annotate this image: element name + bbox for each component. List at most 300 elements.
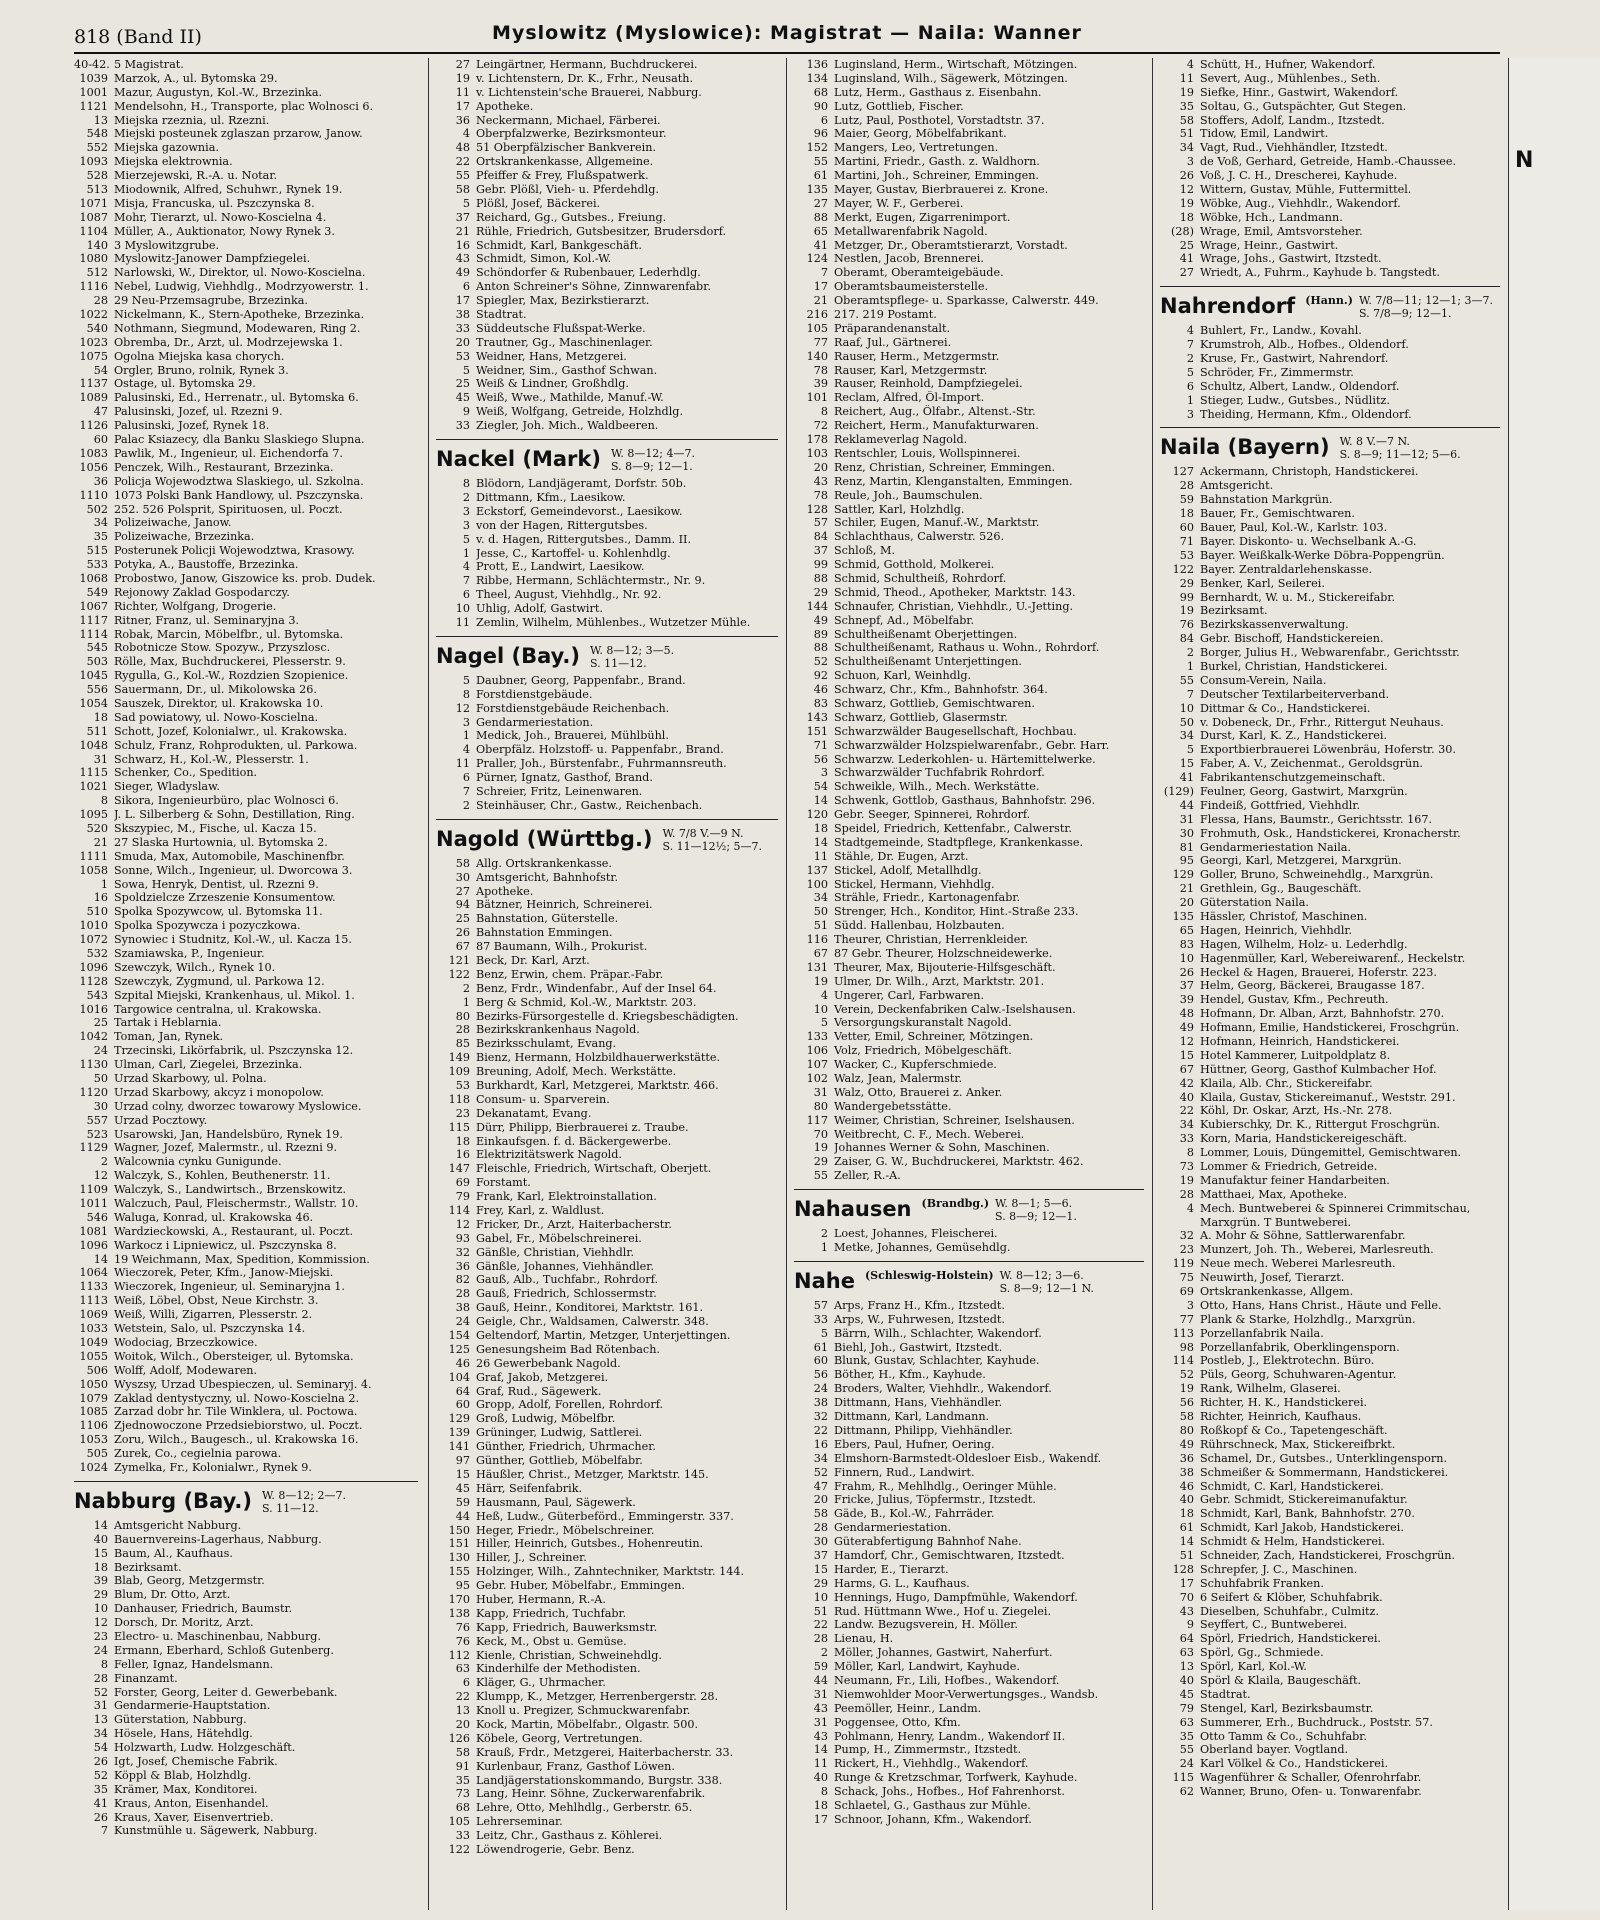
city-heading (74, 1488, 418, 1515)
directory-entry (436, 1537, 778, 1551)
subscriber-name: Amtsgericht, Bahnhofstr. (476, 870, 619, 884)
directory-entry (436, 588, 778, 602)
directory-entry (1160, 72, 1500, 86)
phone-number: 49 (813, 613, 828, 627)
phone-number: 24 (1179, 1757, 1194, 1771)
directory-entry (1160, 771, 1500, 785)
phone-number: 65 (1179, 923, 1194, 937)
subscriber-name: Schultheißenamt, Rathaus u. Wohn., Rohrdorf. (834, 641, 1100, 655)
directory-entry (1160, 785, 1500, 799)
subscriber-name: 19 Weichmann, Max, Spedition, Kommission. (114, 1252, 370, 1266)
subscriber-name: Narlowski, W., Direktor, ul. Nowo-Koscielna. (114, 266, 366, 280)
city-region: (Schleswig-Holstein) (864, 1268, 994, 1282)
subscriber-name: Sad powiatowy, ul. Nowo-Koscielna. (114, 710, 319, 724)
subscriber-name: Schultz, Albert, Landw., Oldendorf. (1200, 379, 1400, 393)
phone-number: 20 (813, 1493, 828, 1507)
directory-entry (436, 1426, 778, 1440)
directory-entry (436, 996, 778, 1010)
subscriber-name: Sikora, Ingenieurbüro, plac Wolnosci 6. (114, 794, 339, 808)
city-name: Nagold (Württbg.) (436, 826, 653, 851)
phone-number: 3 (820, 766, 828, 780)
directory-entry (436, 616, 778, 630)
directory-entry (436, 1329, 778, 1343)
subscriber-name: Hässler, Christof, Maschinen. (1200, 909, 1368, 923)
subscriber-name: Ostage, ul. Bytomska 29. (114, 377, 256, 391)
subscriber-name: Martini, Friedr., Gasth. z. Waldhorn. (834, 155, 1040, 169)
phone-number: 138 (448, 1606, 470, 1620)
directory-entry (74, 989, 418, 1003)
phone-number: 32 (813, 1410, 828, 1424)
directory-entry (1160, 813, 1500, 827)
phone-number: 29 (813, 1576, 828, 1590)
directory-entry (794, 1813, 1144, 1827)
directory-entry (436, 1315, 778, 1329)
phone-number: 45 (455, 391, 470, 405)
phone-number: 44 (813, 1673, 828, 1687)
phone-number: 3 (1186, 407, 1194, 421)
phone-number: 143 (806, 710, 828, 724)
directory-entry (1160, 58, 1500, 72)
subscriber-name: Schwarzwälder Holzspielwarenfabr., Gebr. Harr. (834, 738, 1110, 752)
subscriber-name: Stadtrat. (476, 308, 527, 322)
phone-number: 42 (1179, 1076, 1194, 1090)
phone-number: 95 (455, 1579, 470, 1593)
directory-entry (794, 753, 1144, 767)
phone-number: 4 (462, 743, 470, 757)
phone-number: 1 (462, 546, 470, 560)
subscriber-name: Oberpfalzwerke, Bezirksmonteur. (476, 127, 667, 141)
directory-entry (1160, 854, 1500, 868)
phone-number: 149 (448, 1051, 470, 1065)
subscriber-name: Verein, Deckenfabriken Calw.-Iselshausen. (834, 1002, 1076, 1016)
phone-number: 1109 (79, 1183, 108, 1197)
phone-number: 60 (93, 433, 108, 447)
phone-number: 17 (455, 294, 470, 308)
phone-number: 552 (86, 141, 108, 155)
phone-number: 46 (1179, 1479, 1194, 1493)
city-name: Naila (Bayern) (1160, 435, 1330, 460)
directory-entry (794, 1743, 1144, 1757)
directory-entry (794, 1660, 1144, 1674)
phone-number: 48 (455, 141, 470, 155)
phone-number: 122 (448, 1842, 470, 1856)
phone-number: 23 (455, 1106, 470, 1120)
phone-number: 32 (455, 1245, 470, 1259)
phone-number: 53 (1179, 548, 1194, 562)
phone-number: 31 (1179, 812, 1194, 826)
directory-entry (436, 1051, 778, 1065)
subscriber-name: Woitok, Wilch., Obersteiger, ul. Bytomska. (114, 1349, 354, 1363)
phone-number: 58 (455, 1745, 470, 1759)
directory-entry (436, 197, 778, 211)
directory-entry (74, 1308, 418, 1322)
phone-number: 43 (455, 252, 470, 266)
phone-number: 136 (806, 58, 828, 71)
directory-entry (1160, 1618, 1500, 1632)
directory-entry (794, 586, 1144, 600)
subscriber-name: Kurlenbaur, Franz, Gasthof Löwen. (476, 1759, 675, 1773)
subscriber-name: Schnepf, Ad., Möbelfabr. (834, 613, 975, 627)
subscriber-name: Bauer, Paul, Kol.-W., Karlstr. 103. (1200, 521, 1388, 535)
directory-entry (794, 766, 1144, 780)
subscriber-name: Finanzamt. (114, 1671, 178, 1685)
subscriber-name: Löwendrogerie, Gebr. Benz. (476, 1842, 635, 1856)
subscriber-name: Schwarzwälder Tuchfabrik Rohrdorf. (834, 766, 1045, 780)
column-divider (428, 58, 429, 1910)
phone-number: 4 (1186, 1201, 1194, 1215)
subscriber-name: Hendel, Gustav, Kfm., Pechreuth. (1200, 993, 1389, 1007)
subscriber-name: Stähle, Dr. Eugen, Arzt. (834, 849, 969, 863)
subscriber-name: Forstdienstgebäude. (476, 687, 593, 701)
phone-number: 33 (455, 1829, 470, 1843)
phone-number: 96 (813, 127, 828, 141)
directory-entry (1160, 1466, 1500, 1480)
directory-entry (794, 683, 1144, 697)
directory-entry (74, 822, 418, 836)
subscriber-name: Feller, Ignaz, Handelsmann. (114, 1657, 274, 1671)
phone-number: 40 (1179, 1673, 1194, 1687)
directory-entry (436, 86, 778, 100)
phone-number: 6 (462, 1676, 470, 1690)
subscriber-name: Kapp, Friedrich, Bauwerksmstr. (476, 1620, 658, 1634)
subscriber-name: Apotheke. (476, 884, 534, 898)
phone-number: 41 (1179, 771, 1194, 785)
directory-entry (1160, 1743, 1500, 1757)
directory-entry (794, 628, 1144, 642)
phone-number: 21 (813, 294, 828, 308)
directory-entry (436, 1093, 778, 1107)
phone-number: 61 (813, 1340, 828, 1354)
directory-entry (1160, 563, 1500, 577)
subscriber-name: Loest, Johannes, Fleischerei. (834, 1227, 998, 1241)
subscriber-name: Bezirkskassenverwaltung. (1200, 618, 1349, 632)
directory-entry (794, 711, 1144, 725)
directory-entry (74, 1072, 418, 1086)
phone-number: 17 (455, 99, 470, 113)
directory-entry (74, 433, 418, 447)
phone-number: 4 (462, 127, 470, 141)
directory-entry (74, 1461, 418, 1475)
subscriber-name: Beck, Dr. Karl, Arzt. (476, 953, 590, 967)
subscriber-name: Kläger, G., Uhrmacher. (476, 1676, 606, 1690)
phone-number: 2 (462, 981, 470, 995)
phone-number: 12 (1179, 1035, 1194, 1048)
phone-number: 13 (93, 113, 108, 127)
directory-entry (1160, 910, 1500, 924)
phone-number: 68 (813, 85, 828, 99)
directory-entry (794, 350, 1144, 364)
phone-number: 70 (813, 1127, 828, 1141)
subscriber-name: Geltendorf, Martin, Metzger, Unterjettingen. (476, 1329, 731, 1343)
directory-entry (1160, 1424, 1500, 1438)
subscriber-name: Gebr. Seeger, Spinnerei, Rohrdorf. (834, 808, 1031, 822)
directory-entry (436, 1023, 778, 1037)
directory-entry (1160, 1104, 1500, 1118)
directory-entry (1160, 1702, 1500, 1716)
directory-entry (74, 516, 418, 530)
phone-number: 60 (455, 1398, 470, 1412)
directory-entry (794, 1169, 1144, 1183)
directory-entry (436, 1607, 778, 1621)
directory-entry (1160, 577, 1500, 591)
phone-number: 91 (455, 1759, 470, 1773)
subscriber-name: Schlaetel, G., Gasthaus zur Mühle. (834, 1798, 1031, 1812)
directory-entry (1160, 211, 1500, 225)
directory-entry (794, 1114, 1144, 1128)
subscriber-name: Hotel Kammerer, Luitpoldplatz 8. (1200, 1048, 1391, 1062)
directory-entry (1160, 1021, 1500, 1035)
directory-entry (1160, 924, 1500, 938)
phone-number: 34 (813, 1451, 828, 1465)
subscriber-name: Zjednowoczone Przedsiebiorstwo, ul. Poczt. (114, 1419, 363, 1433)
directory-entry (1160, 1063, 1500, 1077)
directory-entry (1160, 521, 1500, 535)
directory-entry (794, 1227, 1144, 1241)
directory-entry (74, 711, 418, 725)
phone-number: 37 (1179, 979, 1194, 993)
subscriber-name: Hofmann, Dr. Alban, Arzt, Bahnhofstr. 270. (1200, 1007, 1445, 1021)
phone-number: 11 (455, 615, 470, 629)
directory-entry (794, 1044, 1144, 1058)
phone-number: 8 (462, 477, 470, 491)
directory-entry (74, 114, 418, 128)
directory-entry (794, 1354, 1144, 1368)
directory-entry (436, 574, 778, 588)
subscriber-name: Püls, Georg, Schuhwaren-Agentur. (1200, 1368, 1397, 1382)
phone-number: 3 (462, 518, 470, 532)
phone-number: 38 (813, 1396, 828, 1410)
subscriber-name: Bahnstation Emmingen. (476, 926, 613, 940)
phone-number: 129 (1172, 868, 1194, 882)
directory-entry (794, 1382, 1144, 1396)
directory-entry (436, 785, 778, 799)
column-divider (786, 58, 787, 1910)
phone-number: 64 (1179, 1632, 1194, 1646)
subscriber-name: Miejska rzeznia, ul. Rzezni. (114, 113, 270, 127)
phone-number: 35 (455, 1773, 470, 1787)
directory-entry (74, 905, 418, 919)
directory-entry (74, 503, 418, 517)
phone-number: 17 (1179, 1576, 1194, 1590)
directory-entry (794, 1535, 1144, 1549)
subscriber-name: Schlachthaus, Calwerstr. 526. (834, 530, 1005, 544)
phone-number: 31 (93, 1699, 108, 1713)
directory-entry (74, 1378, 418, 1392)
phone-number: 114 (448, 1204, 470, 1218)
subscriber-name: Hagen, Wilhelm, Holz- u. Lederhdlg. (1200, 937, 1408, 951)
subscriber-name: Schloß, M. (834, 544, 896, 558)
subscriber-name: Schott, Jozef, Kolonialwr., ul. Krakowska. (114, 724, 348, 738)
phone-number: 1116 (79, 280, 108, 294)
phone-number: 52 (93, 1685, 108, 1699)
subscriber-name: Ortskrankenkasse, Allgemeine. (476, 155, 654, 169)
directory-entry (74, 1364, 418, 1378)
directory-entry (74, 1044, 418, 1058)
subscriber-name: Tidow, Emil, Landwirt. (1200, 127, 1329, 141)
subscriber-name: Johannes Werner & Sohn, Maschinen. (834, 1141, 1050, 1155)
directory-entry (1160, 1632, 1500, 1646)
subscriber-name: Karl Völkel & Co., Handstickerei. (1200, 1757, 1389, 1771)
directory-entry (74, 1419, 418, 1433)
subscriber-name: Bauernvereins-Lagerhaus, Nabburg. (114, 1532, 322, 1546)
subscriber-name: Strähle, Friedr., Kartonagenfabr. (834, 891, 1021, 905)
phone-number: 532 (86, 947, 108, 960)
directory-entry (436, 1510, 778, 1524)
phone-number: 83 (813, 696, 828, 710)
subscriber-name: 217. 219 Postamt. (834, 308, 937, 322)
phone-number: 15 (455, 1467, 470, 1481)
directory-entry (1160, 1243, 1500, 1257)
phone-number: 60 (1179, 521, 1194, 535)
city-name: Nahrendorf (1160, 294, 1296, 319)
phone-number: 5 (462, 532, 470, 546)
directory-entry (794, 1507, 1144, 1521)
directory-entry (436, 1065, 778, 1079)
phone-number: 2 (100, 1155, 108, 1169)
subscriber-name: Niemwohlder Moor-Verwertungsges., Wandsb. (834, 1687, 1099, 1701)
directory-entry (436, 1121, 778, 1135)
directory-entry (794, 100, 1144, 114)
subscriber-name: Broders, Walter, Viehhdlr., Wakendorf. (834, 1382, 1052, 1396)
subscriber-name: Georgi, Karl, Metzgerei, Marxgrün. (1200, 854, 1402, 868)
phone-number: 170 (448, 1592, 470, 1606)
directory-entry (1160, 86, 1500, 100)
directory-entry (794, 975, 1144, 989)
phone-number: 18 (813, 1798, 828, 1812)
phone-number: 137 (806, 863, 828, 877)
directory-entry (1160, 1535, 1500, 1549)
city-heading (436, 643, 778, 670)
subscriber-name: Schneider, Zach, Handstickerei, Froschgrün. (1200, 1548, 1456, 1562)
subscriber-name: 26 Gewerbebank Nagold. (476, 1356, 621, 1370)
office-hours: W. 7/8 V.—9 N. S. 11—12½; 5—7. (662, 826, 763, 853)
subscriber-name: Schultheißenamt Unterjettingen. (834, 655, 1022, 669)
phone-number: 520 (86, 821, 108, 835)
directory-entry (794, 239, 1144, 253)
phone-number: 1021 (79, 780, 108, 794)
directory-entry (436, 100, 778, 114)
subscriber-name: Lutz, Gottlieb, Fischer. (834, 99, 964, 113)
directory-entry (794, 1563, 1144, 1577)
phone-number: 40 (1179, 1493, 1194, 1507)
phone-number: 1 (462, 729, 470, 743)
subscriber-name: Smuda, Max, Automobile, Maschinenfbr. (114, 849, 345, 863)
subscriber-name: Ackermann, Christoph, Handstickerei. (1200, 465, 1419, 479)
directory-entry (794, 1577, 1144, 1591)
directory-entry (1160, 688, 1500, 702)
phone-number: 61 (813, 169, 828, 183)
subscriber-name: Apotheke. (476, 99, 534, 113)
subscriber-name: Strenger, Hch., Konditor, Hint.-Straße 233. (834, 905, 1079, 919)
directory-entry (436, 702, 778, 716)
subscriber-name: Rejonowy Zaklad Gospodarczy. (114, 585, 290, 599)
directory-entry (74, 919, 418, 933)
subscriber-name: Nebel, Ludwig, Viehhdlg., Modrzyowerstr. 1. (114, 280, 369, 294)
subscriber-name: Graf, Rud., Sägewerk. (476, 1384, 602, 1398)
subscriber-name: Huber, Hermann, R.-A. (476, 1592, 606, 1606)
phone-number: 4 (462, 560, 470, 574)
phone-number: 67 (1179, 1062, 1194, 1076)
subscriber-name: Holzwarth, Ludw. Holzgeschäft. (114, 1741, 296, 1755)
phone-number: 35 (93, 530, 108, 544)
phone-number: 6 (820, 113, 828, 127)
phone-number: 1083 (79, 446, 108, 460)
subscriber-name: Mohr, Tierarzt, ul. Nowo-Koscielna 4. (114, 210, 327, 224)
phone-number: 40 (93, 1532, 108, 1546)
subscriber-name: Schwarz, Gottlieb, Glasermstr. (834, 710, 1008, 724)
phone-number: 1129 (79, 1141, 108, 1155)
phone-number: 27 (1179, 266, 1194, 280)
subscriber-name: Bezirks-Fürsorgestelle d. Kriegsbeschädigten. (476, 1009, 739, 1023)
subscriber-name: Schwarzw. Lederkohlen- u. Härtemittelwerke. (834, 752, 1096, 766)
phone-number: 28 (93, 294, 108, 308)
directory-entry (1160, 1730, 1500, 1744)
directory-entry (436, 350, 778, 364)
phone-number: 1120 (79, 1085, 108, 1099)
directory-entry (74, 1405, 418, 1419)
phone-number: 99 (813, 558, 828, 572)
directory-entry (794, 1016, 1144, 1030)
subscriber-name: Lehre, Otto, Mehlhdlg., Gerberstr. 65. (476, 1801, 693, 1815)
subscriber-name: Dürr, Philipp, Bierbrauerei z. Traube. (476, 1120, 689, 1134)
phone-number: 8 (820, 405, 828, 419)
phone-number: 47 (93, 405, 108, 419)
subscriber-name: Klumpp, K., Metzger, Herrenbergerstr. 28. (476, 1690, 719, 1704)
phone-number: 41 (813, 238, 828, 252)
phone-number: 48 (1179, 1007, 1194, 1021)
next-page-edge (1508, 58, 1600, 1910)
subscriber-name: Pohlmann, Henry, Landm., Wakendorf II. (834, 1729, 1066, 1743)
subscriber-name: Blödorn, Landjägeramt, Dorfstr. 50b. (476, 477, 687, 491)
directory-entry (1160, 1396, 1500, 1410)
subscriber-name: Schreier, Fritz, Leinenwaren. (476, 784, 643, 798)
subscriber-name: v. d. Hagen, Rittergutsbes., Damm. II. (476, 532, 692, 546)
phone-number: 16 (813, 1437, 828, 1451)
directory-entry (794, 1086, 1144, 1100)
subscriber-name: Müller, A., Auktionator, Nowy Rynek 3. (114, 224, 335, 238)
directory-entry (436, 1801, 778, 1815)
phone-number: 63 (455, 1662, 470, 1676)
subscriber-name: Szamiawska, P., Ingenieur. (114, 947, 265, 960)
phone-number: 10 (813, 1002, 828, 1016)
subscriber-name: Toman, Jan, Rynek. (114, 1030, 224, 1044)
subscriber-name: Rentschler, Louis, Wollspinnerei. (834, 446, 1021, 460)
phone-number: 15 (93, 1546, 108, 1560)
subscriber-name: Bezirksschulamt, Evang. (476, 1037, 617, 1051)
phone-number: 43 (813, 474, 828, 488)
subscriber-name: Obremba, Dr., Arzt, ul. Modrzejewska 1. (114, 335, 343, 349)
directory-entry (436, 1551, 778, 1565)
directory-entry (74, 419, 418, 433)
phone-number: 7 (462, 784, 470, 798)
subscriber-name: Uhlig, Adolf, Gastwirt. (476, 602, 603, 616)
directory-entry (436, 1176, 778, 1190)
directory-entry (436, 405, 778, 419)
directory-entry (74, 558, 418, 572)
directory-entry (794, 1688, 1144, 1702)
subscriber-name: Bayer. Zentraldarlehenskasse. (1200, 562, 1373, 576)
directory-entry (794, 725, 1144, 739)
phone-number: 36 (1179, 1451, 1194, 1465)
city-name: Nagel (Bay.) (436, 643, 580, 668)
subscriber-name: 27 Slaska Hurtownia, ul. Bytomska 2. (114, 835, 328, 849)
subscriber-name: Gebr. Plößl, Vieh- u. Pferdehdlg. (476, 183, 659, 197)
subscriber-name: Lommer & Friedrich, Getreide. (1200, 1160, 1378, 1174)
subscriber-name: Anton Schreiner's Söhne, Zinnwarenfabr. (476, 280, 711, 294)
subscriber-name: Wagner, Jozef, Malermstr., ul. Rzezni 9. (114, 1141, 338, 1155)
phone-number: 128 (1172, 1562, 1194, 1576)
phone-number: 549 (86, 585, 108, 599)
